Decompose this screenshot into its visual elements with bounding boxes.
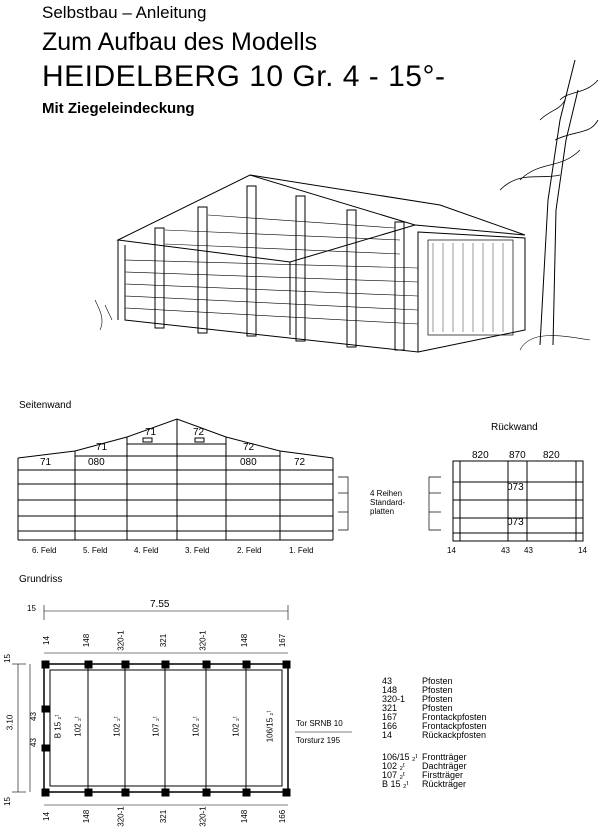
left-dim: 43	[28, 712, 38, 721]
seitenwand-title: Seitenwand	[19, 400, 72, 411]
legend-row: 166 Frontackpfosten	[382, 721, 487, 731]
bottom-dim: 166	[278, 809, 288, 824]
legend-row: 43 Pfosten	[382, 676, 453, 686]
tor-label: Tor SRNB 10	[296, 719, 343, 728]
legend-row: 107 ₂ᵗ Firstträger	[382, 770, 464, 780]
top-dim: 320-1	[116, 630, 126, 651]
legend-row: 106/15 ₂ᵗ Frontträger	[382, 752, 467, 762]
beam-label: 107 ₂ᵗ	[151, 716, 161, 737]
legend-row: 320-1 Pfosten	[382, 694, 453, 704]
rueckwand-top-label: 870	[509, 450, 526, 461]
feld-label: 2. Feld	[237, 546, 262, 555]
legend-row: B 15 ₂ᵗ Rückträger	[382, 779, 467, 789]
garage-illustration	[95, 60, 598, 352]
rueckwand-bottom-label: 14	[447, 546, 456, 555]
title-model-name: HEIDELBERG 10 Gr. 4 - 15°-	[42, 60, 446, 93]
rueckwand-title: Rückwand	[491, 422, 538, 433]
top-dim: 167	[278, 633, 288, 648]
seitenwand-top-label: 72	[294, 457, 306, 468]
feld-label: 5. Feld	[83, 546, 108, 555]
legend-posts	[382, 677, 487, 740]
feld-label: 6. Feld	[32, 546, 57, 555]
feld-label: 3. Feld	[185, 546, 210, 555]
grundriss-title: Grundriss	[19, 574, 63, 585]
bottom-dim: 320-1	[116, 806, 126, 827]
seitenwand-top-label: 72	[243, 442, 255, 453]
beam-label: 102 ₂ᵗ	[73, 716, 83, 737]
top-dim: 148	[82, 633, 92, 648]
left-dim: 15	[2, 654, 12, 663]
grundriss-diagram	[12, 605, 352, 805]
rueckwand-top-label: 820	[472, 450, 489, 461]
bottom-dim: 14	[41, 812, 51, 821]
beam-label: 106/15 ₂ᵗ	[265, 710, 275, 743]
grundriss-depth: 3.10	[5, 714, 15, 731]
top-dim: 148	[240, 633, 250, 648]
grundriss-width: 7.55	[150, 599, 170, 610]
title-model-build: Zum Aufbau des Modells	[42, 28, 318, 56]
top-dim: 321	[159, 633, 169, 648]
bottom-dim: 148	[82, 809, 92, 824]
note-line: Standard-	[370, 498, 406, 507]
legend-row: 167 Frontackpfosten	[382, 712, 487, 722]
bottom-dim: 321	[159, 809, 169, 824]
rueckwand-bottom-label: 43	[524, 546, 533, 555]
rueckwand-mid-label: 073	[507, 517, 524, 528]
seitenwand-diagram	[18, 419, 348, 540]
rueckwand-mid-label: 073	[507, 482, 524, 493]
bottom-dim: 320-1	[198, 806, 208, 827]
legend-row: 321 Pfosten	[382, 703, 453, 713]
legend-row: 14 Rückackpfosten	[382, 730, 487, 740]
beam-label: 102 ₂ᵗ	[191, 716, 201, 737]
note-line: platten	[370, 507, 395, 516]
beam-label: 102 ₂ᵗ	[231, 716, 241, 737]
seitenwand-top-label: 71	[96, 442, 108, 453]
feld-label: 1. Feld	[289, 546, 314, 555]
beam-label: B 15 ₂ᵗ	[53, 714, 63, 739]
top-dim: 15	[27, 604, 36, 613]
feld-label: 4. Feld	[134, 546, 159, 555]
rueckwand-bottom-label: 43	[501, 546, 510, 555]
rueckwand-top-label: 820	[543, 450, 560, 461]
seitenwand-top-label: 72	[193, 427, 205, 438]
seitenwand-mid-label: 080	[240, 457, 257, 468]
top-dim: 320-1	[198, 630, 208, 651]
seitenwand-top-label: 71	[40, 457, 52, 468]
left-dim: 43	[28, 738, 38, 747]
note-line: 4 Reihen	[370, 489, 403, 498]
seitenwand-mid-label: 080	[88, 457, 105, 468]
legend-row: 148 Pfosten	[382, 685, 453, 695]
seitenwand-top-label: 71	[145, 427, 157, 438]
beam-label: 102 ₂ᵗ	[112, 716, 122, 737]
subtitle-instructions: Selbstbau – Anleitung	[42, 3, 207, 22]
rueckwand-diagram	[429, 461, 583, 541]
left-dim: 15	[2, 797, 12, 806]
rueckwand-bottom-label: 14	[578, 546, 587, 555]
bottom-dim: 148	[240, 809, 250, 824]
legend-row: 102 ₂ᵗ Dachträger	[382, 761, 467, 771]
subtitle-roof-type: Mit Ziegeleindeckung	[42, 100, 195, 117]
torsturz-label: Torsturz 195	[296, 736, 341, 745]
top-dim: 14	[41, 636, 51, 645]
legend-beams	[382, 753, 467, 789]
